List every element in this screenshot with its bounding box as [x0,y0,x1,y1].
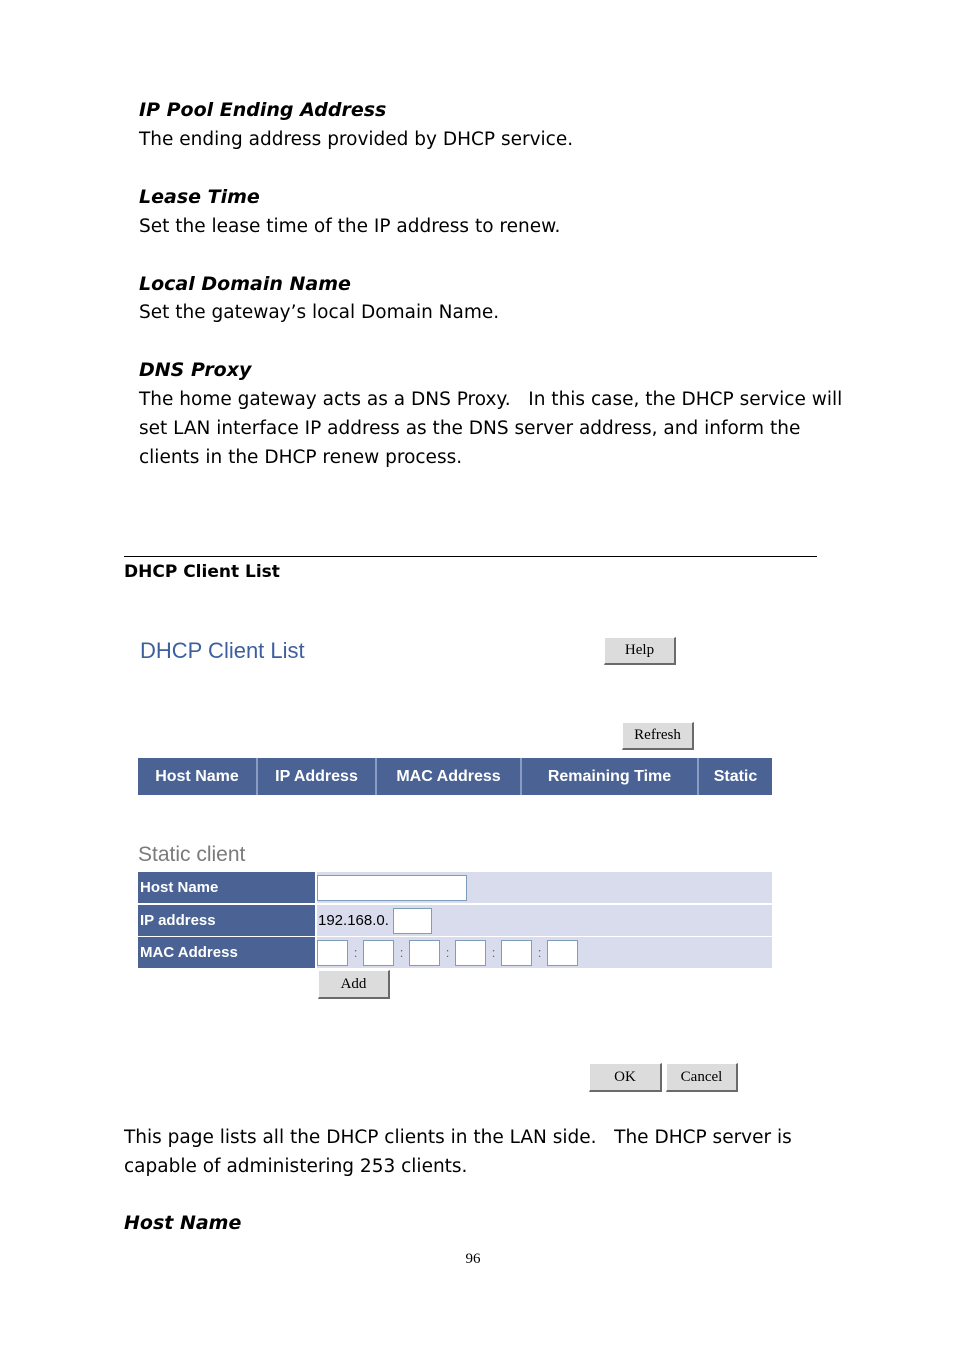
static-value-ip-address [317,905,772,936]
term-host-name: Host Name [124,1212,242,1234]
term-dns-proxy: DNS Proxy [139,359,252,381]
ip-last-octet-input[interactable] [393,908,432,934]
static-client-title: Static client [138,843,246,866]
mac-octet-6-input[interactable] [547,940,578,966]
ip-prefix: 192.168.0. [318,912,389,929]
mac-octet-1-input[interactable] [317,940,348,966]
desc-dns-proxy-line-2: set LAN interface IP address as the DNS server address, and inform the [139,418,801,439]
mac-separator: : [491,945,496,960]
mac-octet-2-input[interactable] [363,940,394,966]
desc-dns-proxy-line-3: clients in the DHCP renew process. [139,447,463,468]
page-number: 96 [465,1251,481,1267]
help-button[interactable]: Help [604,637,676,665]
term-lease-time: Lease Time [139,186,260,208]
mac-separator: : [537,945,542,960]
client-table-header [138,758,772,795]
col-remaining-time: Remaining Time [522,758,699,795]
term-local-domain-name: Local Domain Name [139,273,351,295]
section-divider [124,556,817,557]
mac-separator: : [353,945,358,960]
static-row-ip-address [138,905,772,936]
static-row-host-name [138,872,772,903]
static-label-ip-address: IP address [138,905,315,936]
col-host-name: Host Name [138,758,258,795]
section-title: DHCP Client List [124,562,280,582]
mac-separator: : [445,945,450,960]
mac-octet-5-input[interactable] [501,940,532,966]
ui-page-title: DHCP Client List [140,638,305,663]
mac-separator: : [399,945,404,960]
static-value-host-name [317,872,772,903]
col-static: Static [713,767,758,785]
static-label-mac-address: MAC Address [138,937,315,968]
refresh-button[interactable]: Refresh [622,722,694,750]
col-mac-address: MAC Address [377,758,522,795]
desc-dns-proxy-line-1: The home gateway acts as a DNS Proxy. In this case, the DHCP service will [139,389,843,410]
col-ip-address: IP Address [258,758,377,795]
body-text-line-2: capable of administering 253 clients. [124,1156,468,1177]
mac-octet-3-input[interactable] [409,940,440,966]
mac-octet-4-input[interactable] [455,940,486,966]
static-value-mac-address [317,937,772,968]
desc-lease-time: Set the lease time of the IP address to renew. [139,216,561,237]
body-text-line-1: This page lists all the DHCP clients in the LAN side. The DHCP server is [124,1127,792,1148]
ok-button[interactable]: OK [589,1063,662,1092]
desc-local-domain-name: Set the gateway’s local Domain Name. [139,302,500,323]
static-label-host-name: Host Name [138,872,315,903]
host-name-input[interactable] [317,875,467,901]
desc-ip-pool-ending-address: The ending address provided by DHCP service. [139,129,574,150]
static-row-mac-address [138,937,772,968]
add-button[interactable]: Add [318,970,390,999]
term-ip-pool-ending-address: IP Pool Ending Address [139,99,387,121]
cancel-button[interactable]: Cancel [666,1063,738,1092]
